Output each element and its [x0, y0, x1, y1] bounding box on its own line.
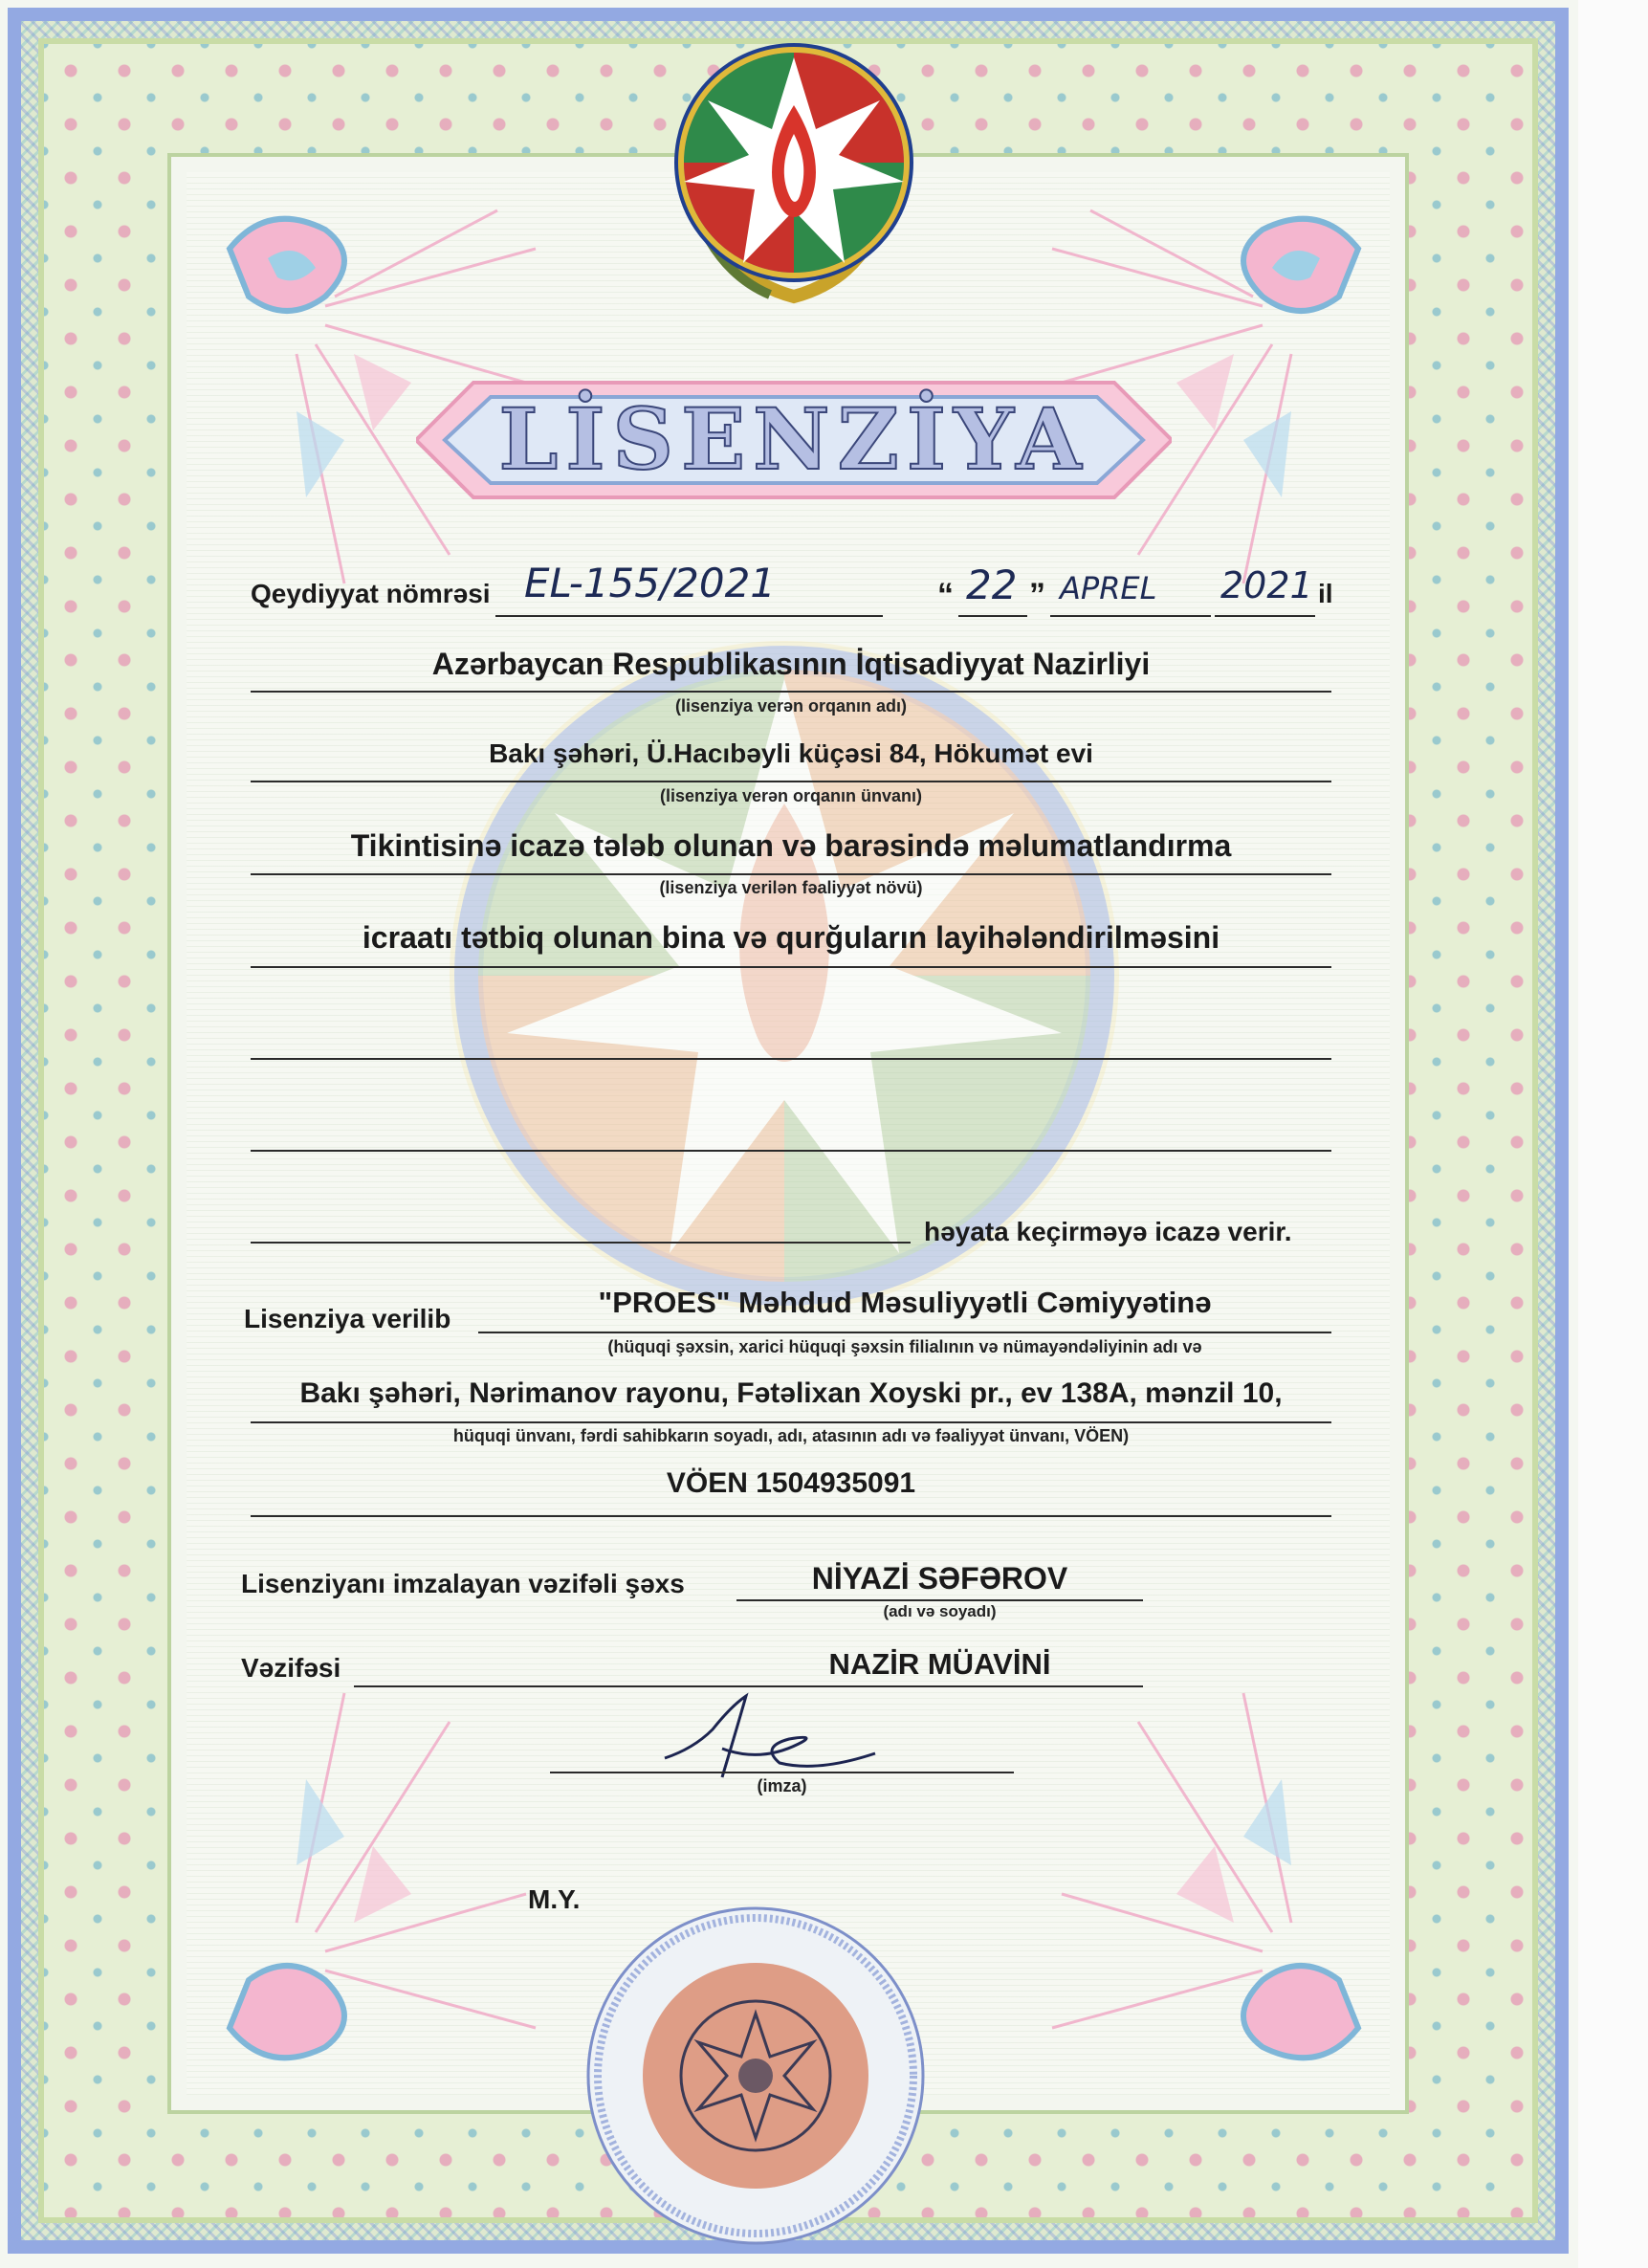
licensee-tax-id: VÖEN 1504935091 — [666, 1467, 916, 1499]
issuer-name-line — [251, 691, 1331, 693]
issuer-address: Bakı şəhəri, Ü.Hacıbəyli küçəsi 84, Hökumət evi — [489, 738, 1093, 768]
position-label: Vəzifəsi — [241, 1653, 341, 1683]
date-year: 2021 — [1220, 564, 1313, 606]
signatory-name: NİYAZİ SƏFƏROV — [811, 1561, 1068, 1596]
activity-line-5-rule — [251, 1242, 911, 1244]
position-line — [354, 1685, 1143, 1687]
registration-label: Qeydiyyat nömrəsi — [251, 579, 491, 608]
signatory-label: Lisenziyanı imzalayan vəzifəli şəxs — [241, 1569, 685, 1598]
date-quote-close: ” — [1029, 577, 1045, 613]
licensee-name-caption: (hüquqi şəxsin, xarici hüquqi şəxsin filialının və nümayəndəliyinin adı və — [607, 1337, 1202, 1356]
signatory-name-caption: (adı və soyadı) — [883, 1602, 997, 1620]
year-suffix: il — [1318, 579, 1333, 608]
licensee-name-line — [478, 1332, 1331, 1333]
stamp-place-label: M.Y. — [528, 1884, 581, 1914]
licensee-address: Bakı şəhəri, Nərimanov rayonu, Fətəlixan Xoyski pr., ev 138A, mənzil 10, — [299, 1377, 1283, 1409]
date-month: APREL — [1060, 570, 1157, 606]
licensee-name: "PROES" Məhdud Məsuliyyətli Cəmiyyətinə — [598, 1286, 1212, 1319]
activity-line-1: Tikintisinə icazə tələb olunan və barəsində məlumatlandırma — [350, 828, 1232, 863]
registration-number: EL-155/2021 — [524, 560, 777, 606]
bottom-left-ornament — [210, 1684, 555, 2085]
licensee-address-caption: hüquqi ünvanı, fərdi sahibkarın soyadı, adı, atasının adı və fəaliyyət ünvanı, VÖEN) — [452, 1426, 1130, 1445]
registration-number-line — [495, 615, 883, 617]
official-seal — [574, 1899, 937, 2253]
issuer-address-caption: (lisenziya verən orqanın ünvanı) — [659, 786, 923, 805]
issuer-address-line — [251, 781, 1331, 782]
issuer-name-caption: (lisenziya verən orqanın adı) — [674, 696, 908, 716]
date-quote-open: “ — [937, 577, 954, 613]
bottom-right-ornament — [1033, 1684, 1377, 2085]
activity-caption: (lisenziya verilən fəaliyyət növü) — [659, 878, 923, 897]
activity-line-2: icraatı tətbiq olunan bina və qurğuların layihələndirilməsini — [362, 920, 1220, 955]
activity-line-2-rule — [251, 966, 1331, 968]
signature-line — [550, 1772, 1014, 1773]
state-emblem — [665, 38, 923, 316]
scan-edge — [1578, 0, 1648, 2268]
signature-caption: (imza) — [757, 1776, 807, 1795]
activity-line-3-rule — [251, 1058, 1331, 1060]
date-month-line — [1050, 615, 1211, 617]
activity-closing: həyata keçirməyə icazə verir. — [924, 1217, 1292, 1246]
licensee-label: Lisenziya verilib — [244, 1304, 451, 1333]
date-day-line — [958, 615, 1027, 617]
signatory-name-line — [736, 1599, 1143, 1601]
date-day: 22 — [966, 561, 1018, 608]
document-title: LİSENZİYA — [498, 389, 1089, 489]
signatory-position: NAZİR MÜAVİNİ — [828, 1647, 1051, 1681]
licensee-tax-id-line — [251, 1515, 1331, 1517]
date-year-line — [1215, 615, 1315, 617]
activity-line-4-rule — [251, 1150, 1331, 1152]
issuer-name: Azərbaycan Respublikasının İqtisadiyyat Nazirliyi — [431, 647, 1151, 681]
activity-line-1-rule — [251, 873, 1331, 875]
licensee-address-line — [251, 1421, 1331, 1423]
